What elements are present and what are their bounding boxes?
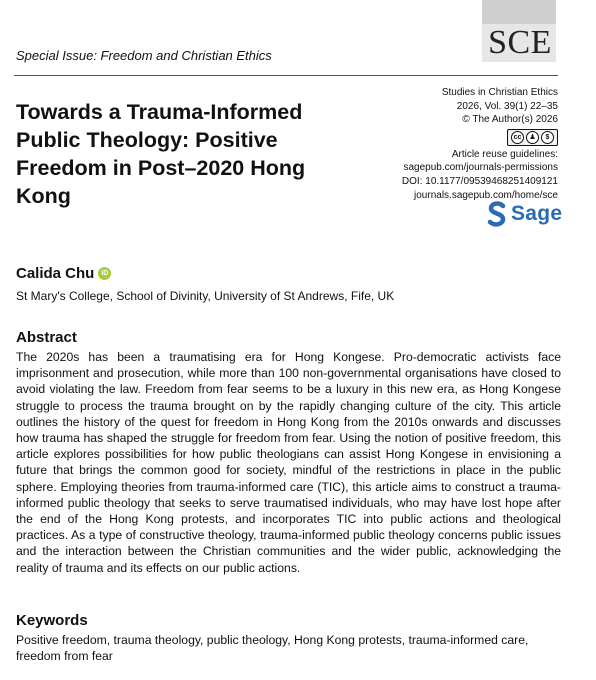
header-divider [14, 75, 558, 76]
cc-icon: cc [511, 131, 524, 144]
reuse-guidelines-label: Article reuse guidelines: [451, 148, 558, 160]
keywords-text: Positive freedom, trauma theology, public theology, Hong Kong protests, trauma-informed care, freedom from fear [16, 633, 529, 664]
nc-icon: $ [541, 131, 554, 144]
sage-s-icon [487, 201, 507, 227]
publisher-name: Sage [511, 202, 563, 225]
keywords-heading: Keywords [16, 612, 88, 629]
copyright-notice: © The Author(s) 2026 [462, 114, 558, 126]
creative-commons-license-icon[interactable] [507, 129, 558, 146]
journal-metadata [402, 86, 558, 202]
abstract-heading: Abstract [16, 329, 77, 346]
journal-citation: 2026, Vol. 39(1) 22–35 [456, 100, 558, 112]
reuse-guidelines-link[interactable]: sagepub.com/journals-permissions [403, 162, 558, 174]
by-icon: ♟ [526, 131, 539, 144]
author-name: Calida Chu [16, 265, 95, 282]
journal-logo: SCE [488, 24, 552, 61]
abstract-text: The 2020s has been a traumatising era for Hong Kongese. Pro-democratic activists face imprisonment and prosecution, while more than 100 non-governmental organisations have closed to avoid violating the law. Freedom from fear seems to be a luxury in this new era, as Hong Kongese struggle to process the trauma brought on by the rapidly changing culture of the city. This article outlines the history of the quest for freedom in Hong Kong from the 2010s onwards and discusses how trauma has shaped the struggle for freedom from fear. Using the notion of positive freedom, this article explores possibilities for how public theologians can assist Hong Kongese in envisioning a future that brings the common good for society, mindful of the restrictions in place in the public sphere. Employing theories from trauma-informed care (TIC), this article aims to construct a trauma-informed public theology that seeks to serve traumatised individuals, who may have lost hope after the end of the Hong Kong protests, and incorporates TIC into public actions and theological practices. As a type of constructive theology, trauma-informed public theology concerns public issues and the interaction between the Christian communities and the wider public, acknowledging the reality of trauma and its effects on our public actions. [16, 350, 561, 575]
license-row [402, 129, 558, 146]
special-issue-label: Special Issue: Freedom and Christian Ethics [16, 48, 272, 63]
author-affiliation: St Mary's College, School of Divinity, University of St Andrews, Fife, UK [16, 289, 395, 303]
doi-link[interactable]: DOI: 10.1177/09539468251409121 [401, 175, 558, 187]
journal-name: Studies in Christian Ethics [441, 87, 558, 98]
journal-homepage-link[interactable]: journals.sagepub.com/home/sce [414, 189, 558, 201]
article-title: Towards a Trauma-Informed Public Theology: Positive Freedom in Post–2020 Hong Kong [16, 100, 306, 208]
publisher-logo[interactable] [487, 201, 562, 227]
orcid-icon[interactable]: iD [98, 267, 111, 280]
author-row [16, 265, 111, 282]
